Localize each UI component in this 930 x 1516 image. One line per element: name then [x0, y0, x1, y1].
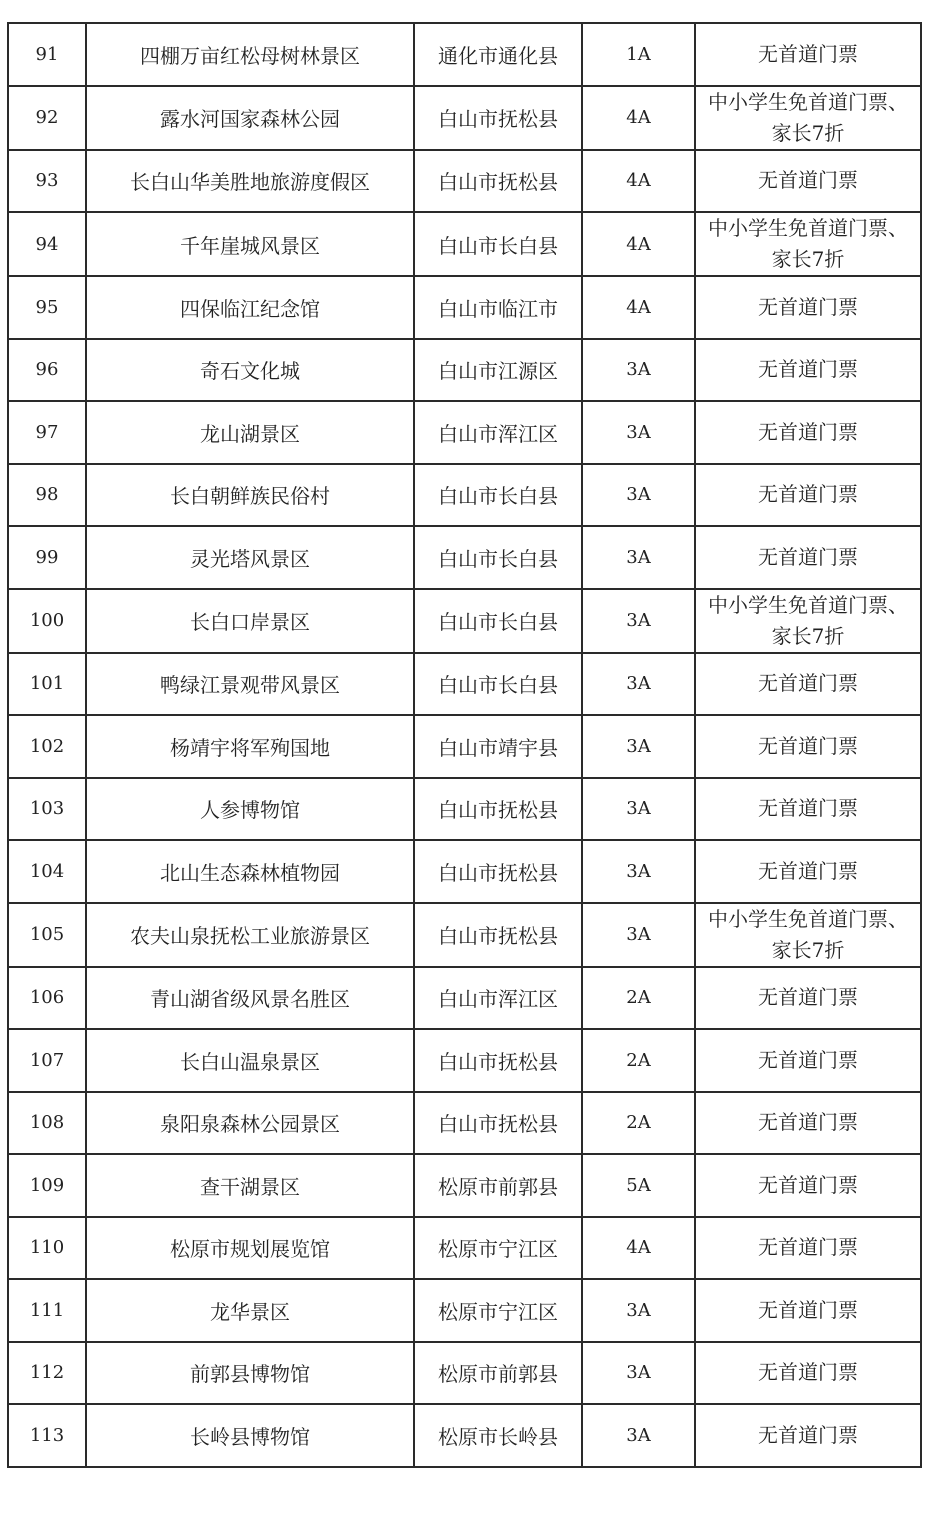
ticket-policy-line: 家长7折 — [771, 623, 845, 648]
ticket-policy-cell — [695, 401, 921, 464]
ticket-policy-line: 无首道门票 — [758, 858, 858, 883]
ticket-policy-line: 无首道门票 — [758, 1172, 858, 1197]
table-row — [8, 653, 921, 716]
table-row — [8, 840, 921, 903]
location-cell: 白山市抚松县 — [414, 778, 582, 841]
ticket-policy-line: 无首道门票 — [758, 482, 858, 507]
grade-level-cell: 2A — [582, 1029, 695, 1092]
table-row — [8, 339, 921, 402]
location-cell: 白山市靖宇县 — [414, 715, 582, 778]
grade-level-cell: 3A — [582, 1342, 695, 1405]
row-number-cell: 98 — [8, 464, 86, 527]
row-number-cell: 96 — [8, 339, 86, 402]
grade-level-cell: 3A — [582, 401, 695, 464]
location-cell: 松原市宁江区 — [414, 1279, 582, 1342]
table-row — [8, 1092, 921, 1155]
row-number-cell: 99 — [8, 526, 86, 589]
ticket-policy-line: 中小学生免首道门票、 — [708, 592, 908, 617]
location-cell: 松原市宁江区 — [414, 1217, 582, 1280]
spot-name-cell: 人参博物馆 — [86, 778, 414, 841]
row-number-cell: 113 — [8, 1404, 86, 1467]
ticket-policy-line: 家长7折 — [771, 247, 845, 271]
spot-name-cell: 前郭县博物馆 — [86, 1342, 414, 1405]
row-number-cell: 104 — [8, 840, 86, 903]
ticket-policy-line: 无首道门票 — [758, 357, 858, 382]
table-row — [8, 715, 921, 778]
ticket-policy-line: 无首道门票 — [758, 168, 858, 193]
grade-level-cell: 4A — [582, 1217, 695, 1280]
ticket-policy-cell — [695, 903, 921, 967]
grade-level-cell: 3A — [582, 526, 695, 589]
ticket-policy-cell — [695, 23, 921, 86]
ticket-policy-cell — [695, 778, 921, 841]
table-row — [8, 1404, 921, 1467]
location-cell: 白山市临江市 — [414, 276, 582, 339]
table-row — [8, 1029, 921, 1092]
grade-level-cell: 1A — [582, 23, 695, 86]
location-cell: 通化市通化县 — [414, 23, 582, 86]
ticket-policy-cell — [695, 276, 921, 339]
spot-name-cell: 露水河国家森林公园 — [86, 86, 414, 150]
scenic-spot-table — [7, 22, 922, 1468]
grade-level-cell: 3A — [582, 1279, 695, 1342]
grade-level-cell: 3A — [582, 778, 695, 841]
table-row — [8, 778, 921, 841]
ticket-policy-line: 无首道门票 — [758, 1422, 858, 1447]
row-number-cell: 110 — [8, 1217, 86, 1280]
spot-name-cell: 北山生态森林植物园 — [86, 840, 414, 903]
ticket-policy-cell — [695, 464, 921, 527]
ticket-policy-cell — [695, 1342, 921, 1405]
table-row — [8, 526, 921, 589]
grade-level-cell: 3A — [582, 715, 695, 778]
location-cell: 松原市长岭县 — [414, 1404, 582, 1467]
table-row — [8, 1217, 921, 1280]
location-cell: 白山市抚松县 — [414, 1029, 582, 1092]
ticket-policy-cell — [695, 1279, 921, 1342]
table-row — [8, 1154, 921, 1217]
ticket-policy-cell — [695, 212, 921, 276]
grade-level-cell: 4A — [582, 150, 695, 213]
ticket-policy-line: 家长7折 — [771, 937, 845, 962]
table-row — [8, 276, 921, 339]
row-number-cell: 103 — [8, 778, 86, 841]
grade-level-cell: 4A — [582, 276, 695, 339]
table-row — [8, 401, 921, 464]
ticket-policy-cell — [695, 840, 921, 903]
location-cell: 松原市前郭县 — [414, 1342, 582, 1405]
spot-name-cell: 杨靖宇将军殉国地 — [86, 715, 414, 778]
ticket-policy-line: 无首道门票 — [758, 733, 858, 758]
location-cell: 白山市长白县 — [414, 589, 582, 653]
ticket-policy-cell — [695, 1154, 921, 1217]
grade-level-cell: 4A — [582, 86, 695, 150]
location-cell: 白山市长白县 — [414, 212, 582, 276]
grade-level-cell: 3A — [582, 464, 695, 527]
spot-name-cell: 青山湖省级风景名胜区 — [86, 967, 414, 1030]
table-row — [8, 86, 921, 150]
ticket-policy-cell — [695, 339, 921, 402]
row-number-cell: 92 — [8, 86, 86, 150]
ticket-policy-cell — [695, 715, 921, 778]
ticket-policy-cell — [695, 967, 921, 1030]
row-number-cell: 93 — [8, 150, 86, 213]
grade-level-cell: 3A — [582, 339, 695, 402]
table-row — [8, 967, 921, 1030]
row-number-cell: 91 — [8, 23, 86, 86]
location-cell: 白山市抚松县 — [414, 1092, 582, 1155]
location-cell: 白山市长白县 — [414, 464, 582, 527]
grade-level-cell: 3A — [582, 903, 695, 967]
spot-name-cell: 长白口岸景区 — [86, 589, 414, 653]
ticket-policy-cell — [695, 1404, 921, 1467]
row-number-cell: 108 — [8, 1092, 86, 1155]
spot-name-cell: 查干湖景区 — [86, 1154, 414, 1217]
ticket-policy-cell — [695, 86, 921, 150]
ticket-policy-cell — [695, 1092, 921, 1155]
row-number-cell: 94 — [8, 212, 86, 276]
location-cell: 白山市抚松县 — [414, 150, 582, 213]
location-cell: 白山市长白县 — [414, 653, 582, 716]
ticket-policy-line: 无首道门票 — [758, 544, 858, 569]
location-cell: 白山市浑江区 — [414, 967, 582, 1030]
row-number-cell: 107 — [8, 1029, 86, 1092]
row-number-cell: 97 — [8, 401, 86, 464]
row-number-cell: 111 — [8, 1279, 86, 1342]
ticket-policy-line: 无首道门票 — [758, 419, 858, 444]
table-row — [8, 23, 921, 86]
table-body — [8, 23, 921, 1467]
ticket-policy-line: 无首道门票 — [758, 1047, 858, 1072]
grade-level-cell: 3A — [582, 1404, 695, 1467]
ticket-policy-line: 无首道门票 — [758, 671, 858, 696]
ticket-policy-line: 无首道门票 — [758, 1297, 858, 1322]
location-cell: 白山市抚松县 — [414, 903, 582, 967]
ticket-policy-line: 无首道门票 — [758, 1235, 858, 1260]
table-row — [8, 212, 921, 276]
row-number-cell: 105 — [8, 903, 86, 967]
ticket-policy-cell — [695, 1217, 921, 1280]
spot-name-cell: 长白山华美胜地旅游度假区 — [86, 150, 414, 213]
location-cell: 松原市前郭县 — [414, 1154, 582, 1217]
ticket-policy-line: 中小学生免首道门票、 — [708, 89, 908, 114]
ticket-policy-line: 无首道门票 — [758, 1110, 858, 1135]
row-number-cell: 101 — [8, 653, 86, 716]
ticket-policy-cell — [695, 653, 921, 716]
grade-level-cell: 3A — [582, 840, 695, 903]
table-row — [8, 150, 921, 213]
spot-name-cell: 龙华景区 — [86, 1279, 414, 1342]
spot-name-cell: 松原市规划展览馆 — [86, 1217, 414, 1280]
ticket-policy-cell — [695, 526, 921, 589]
row-number-cell: 102 — [8, 715, 86, 778]
table-row — [8, 589, 921, 653]
table-row — [8, 1342, 921, 1405]
grade-level-cell: 2A — [582, 1092, 695, 1155]
row-number-cell: 95 — [8, 276, 86, 339]
row-number-cell: 109 — [8, 1154, 86, 1217]
ticket-policy-line: 无首道门票 — [758, 294, 858, 319]
spot-name-cell: 千年崖城风景区 — [86, 212, 414, 276]
location-cell: 白山市抚松县 — [414, 86, 582, 150]
table-row — [8, 903, 921, 967]
location-cell: 白山市江源区 — [414, 339, 582, 402]
spot-name-cell: 灵光塔风景区 — [86, 526, 414, 589]
ticket-policy-line: 家长7折 — [771, 120, 845, 145]
location-cell: 白山市浑江区 — [414, 401, 582, 464]
spot-name-cell: 四保临江纪念馆 — [86, 276, 414, 339]
grade-level-cell: 3A — [582, 589, 695, 653]
spot-name-cell: 泉阳泉森林公园景区 — [86, 1092, 414, 1155]
ticket-policy-line: 无首道门票 — [758, 796, 858, 821]
spot-name-cell: 鸭绿江景观带风景区 — [86, 653, 414, 716]
spot-name-cell: 长白山温泉景区 — [86, 1029, 414, 1092]
table-row — [8, 464, 921, 527]
ticket-policy-line: 无首道门票 — [758, 1360, 858, 1385]
ticket-policy-line: 无首道门票 — [758, 985, 858, 1010]
location-cell: 白山市抚松县 — [414, 840, 582, 903]
spot-name-cell: 长白朝鲜族民俗村 — [86, 464, 414, 527]
spot-name-cell: 奇石文化城 — [86, 339, 414, 402]
spot-name-cell: 四棚万亩红松母树林景区 — [86, 23, 414, 86]
grade-level-cell: 5A — [582, 1154, 695, 1217]
spot-name-cell: 龙山湖景区 — [86, 401, 414, 464]
table-row — [8, 1279, 921, 1342]
row-number-cell: 106 — [8, 967, 86, 1030]
ticket-policy-line: 无首道门票 — [758, 41, 858, 66]
location-cell: 白山市长白县 — [414, 526, 582, 589]
grade-level-cell: 4A — [582, 212, 695, 276]
ticket-policy-cell — [695, 150, 921, 213]
ticket-policy-line: 中小学生免首道门票、 — [708, 906, 908, 931]
row-number-cell: 100 — [8, 589, 86, 653]
ticket-policy-cell — [695, 589, 921, 653]
grade-level-cell: 3A — [582, 653, 695, 716]
spot-name-cell: 长岭县博物馆 — [86, 1404, 414, 1467]
ticket-policy-cell — [695, 1029, 921, 1092]
grade-level-cell: 2A — [582, 967, 695, 1030]
spot-name-cell: 农夫山泉抚松工业旅游景区 — [86, 903, 414, 967]
row-number-cell: 112 — [8, 1342, 86, 1405]
ticket-policy-line: 中小学生免首道门票、 — [708, 216, 908, 240]
